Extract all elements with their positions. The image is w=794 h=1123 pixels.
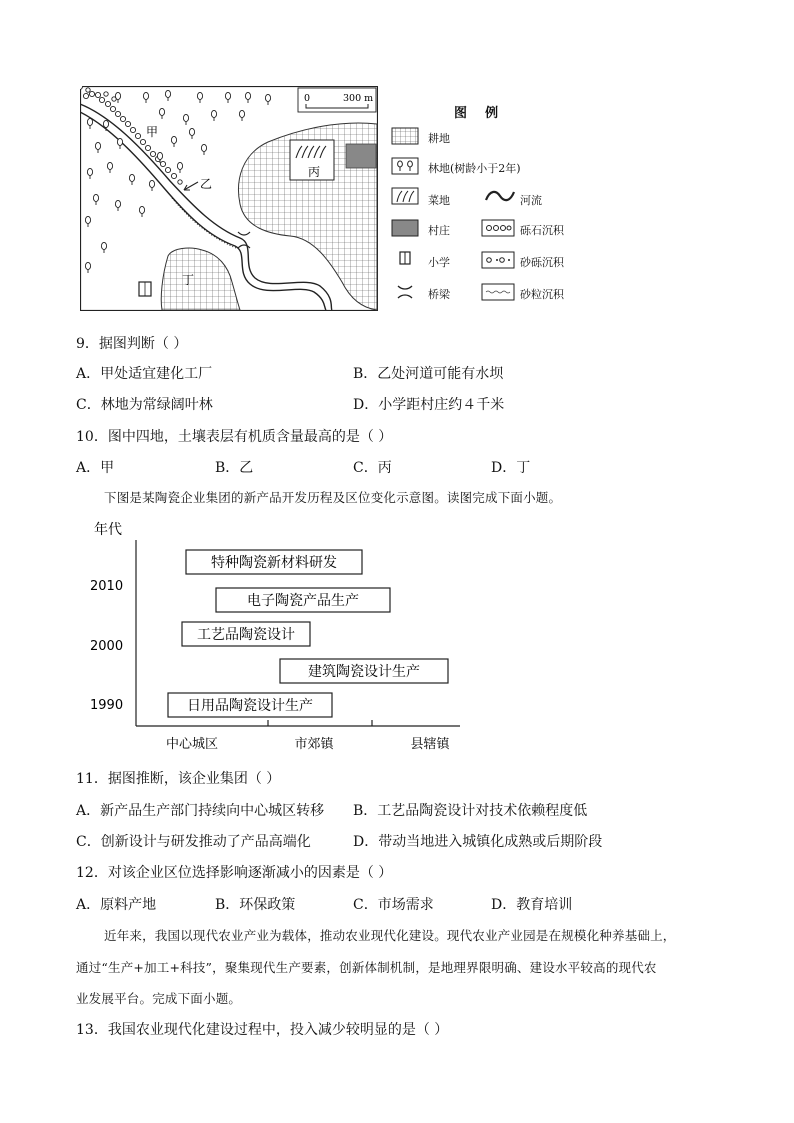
q10-stem: 10．图中四地，土壤表层有机质含量最高的是（ ） <box>76 429 393 445</box>
q10-option-c[interactable]: C．丙 <box>353 460 392 476</box>
intro-paragraph-2-line-3: 业发展平台。完成下面小题。 <box>76 991 242 1006</box>
enterprise-timeline-chart <box>80 516 480 756</box>
q12-stem: 12．对该企业区位选择影响逐渐减小的因素是（ ） <box>76 865 393 881</box>
legend-label-river: 河流 <box>520 194 542 207</box>
q11-stem: 11．据图推断，该企业集团（ ） <box>76 771 281 787</box>
school-mark <box>139 282 151 296</box>
q9-stem: 9．据图判断（ ） <box>76 336 188 352</box>
chart-x-category-label: 县辖镇 <box>410 737 450 752</box>
q13-stem: 13．我国农业现代化建设过程中，投入减少较明显的是（ ） <box>76 1022 449 1038</box>
land-use-map <box>80 86 378 311</box>
legend-label-sandgravel: 砂砾沉积 <box>520 256 564 269</box>
q11-option-c[interactable]: C．创新设计与研发推动了产品高端化 <box>76 834 311 850</box>
q11-option-a[interactable]: A．新产品生产部门持续向中心城区转移 <box>76 803 325 819</box>
timeline-bar-label: 电子陶瓷产品生产 <box>247 593 359 609</box>
intro-paragraph-2-line-2: 通过“生产+加工+科技”，聚集现代生产要素，创新体制机制，是地理界限明确、建设水平较高的现代农 <box>76 960 657 975</box>
legend-label-village: 村庄 <box>428 224 450 237</box>
q9-option-c[interactable]: C．林地为常绿阔叶林 <box>76 397 213 413</box>
q12-option-d[interactable]: D．教育培训 <box>491 897 573 913</box>
legend-label-sand: 砂粒沉积 <box>520 288 564 301</box>
q11-option-d[interactable]: D．带动当地进入城镇化成熟或后期阶段 <box>353 834 603 850</box>
legend-label-bridge: 桥梁 <box>428 288 450 301</box>
q12-option-c[interactable]: C．市场需求 <box>353 897 434 913</box>
label-bing: 丙 <box>308 165 321 179</box>
legend-title: 图 例 <box>454 106 499 121</box>
label-yi: 乙 <box>200 177 213 191</box>
legend-label-gravel: 砾石沉积 <box>520 224 564 237</box>
q9-option-a[interactable]: A．甲处适宜建化工厂 <box>76 366 213 382</box>
scale-value: 300 m <box>343 93 374 104</box>
cropland-icon <box>392 128 418 144</box>
chart-x-category-label: 市郊镇 <box>294 737 334 752</box>
q9-option-d[interactable]: D．小学距村庄约４千米 <box>353 397 505 413</box>
intro-paragraph-2-line-1: 近年来，我国以现代农业产业为载体，推动农业现代化建设。现代农业产业园是在规模化种养基础上， <box>104 928 676 943</box>
legend-label-forest: 林地(树龄小于2年) <box>428 162 521 175</box>
chart-y-tick-label: 2010 <box>90 579 124 594</box>
q10-option-a[interactable]: A．甲 <box>76 460 115 476</box>
timeline-bar-label: 日用品陶瓷设计生产 <box>187 698 313 714</box>
chart-y-tick-label: 1990 <box>90 698 124 713</box>
village-icon <box>392 220 418 236</box>
intro-paragraph-1: 下图是某陶瓷企业集团的新产品开发历程及区位变化示意图。读图完成下面小题。 <box>104 490 562 505</box>
legend <box>390 100 580 310</box>
scale-zero: 0 <box>304 93 311 104</box>
label-ding: 丁 <box>182 273 195 287</box>
chart-y-tick-label: 2000 <box>90 639 124 654</box>
bridge-icon <box>398 286 412 298</box>
village <box>346 144 376 168</box>
timeline-bar-label: 建筑陶瓷设计生产 <box>308 664 420 680</box>
timeline-bar-label: 工艺品陶瓷设计 <box>197 627 295 643</box>
legend-label-school: 小学 <box>428 256 450 269</box>
q10-option-d[interactable]: D．丁 <box>491 460 531 476</box>
q11-option-b[interactable]: B．工艺品陶瓷设计对技术依赖程度低 <box>353 803 588 819</box>
label-jia: 甲 <box>146 125 159 139</box>
q10-option-b[interactable]: B．乙 <box>215 460 254 476</box>
q12-option-b[interactable]: B．环保政策 <box>215 897 296 913</box>
q12-option-a[interactable]: A．原料产地 <box>76 897 157 913</box>
timeline-bar-label: 特种陶瓷新材料研发 <box>211 555 337 571</box>
chart-ylabel: 年代 <box>94 522 122 538</box>
legend-label-cropland: 耕地 <box>428 132 450 145</box>
legend-label-vegetable: 菜地 <box>428 194 450 207</box>
q9-option-b[interactable]: B．乙处河道可能有水坝 <box>353 366 504 382</box>
river-icon <box>486 192 514 200</box>
legend-icons <box>390 126 580 312</box>
forest-icon <box>392 158 418 174</box>
chart-x-category-label: 中心城区 <box>165 737 219 752</box>
